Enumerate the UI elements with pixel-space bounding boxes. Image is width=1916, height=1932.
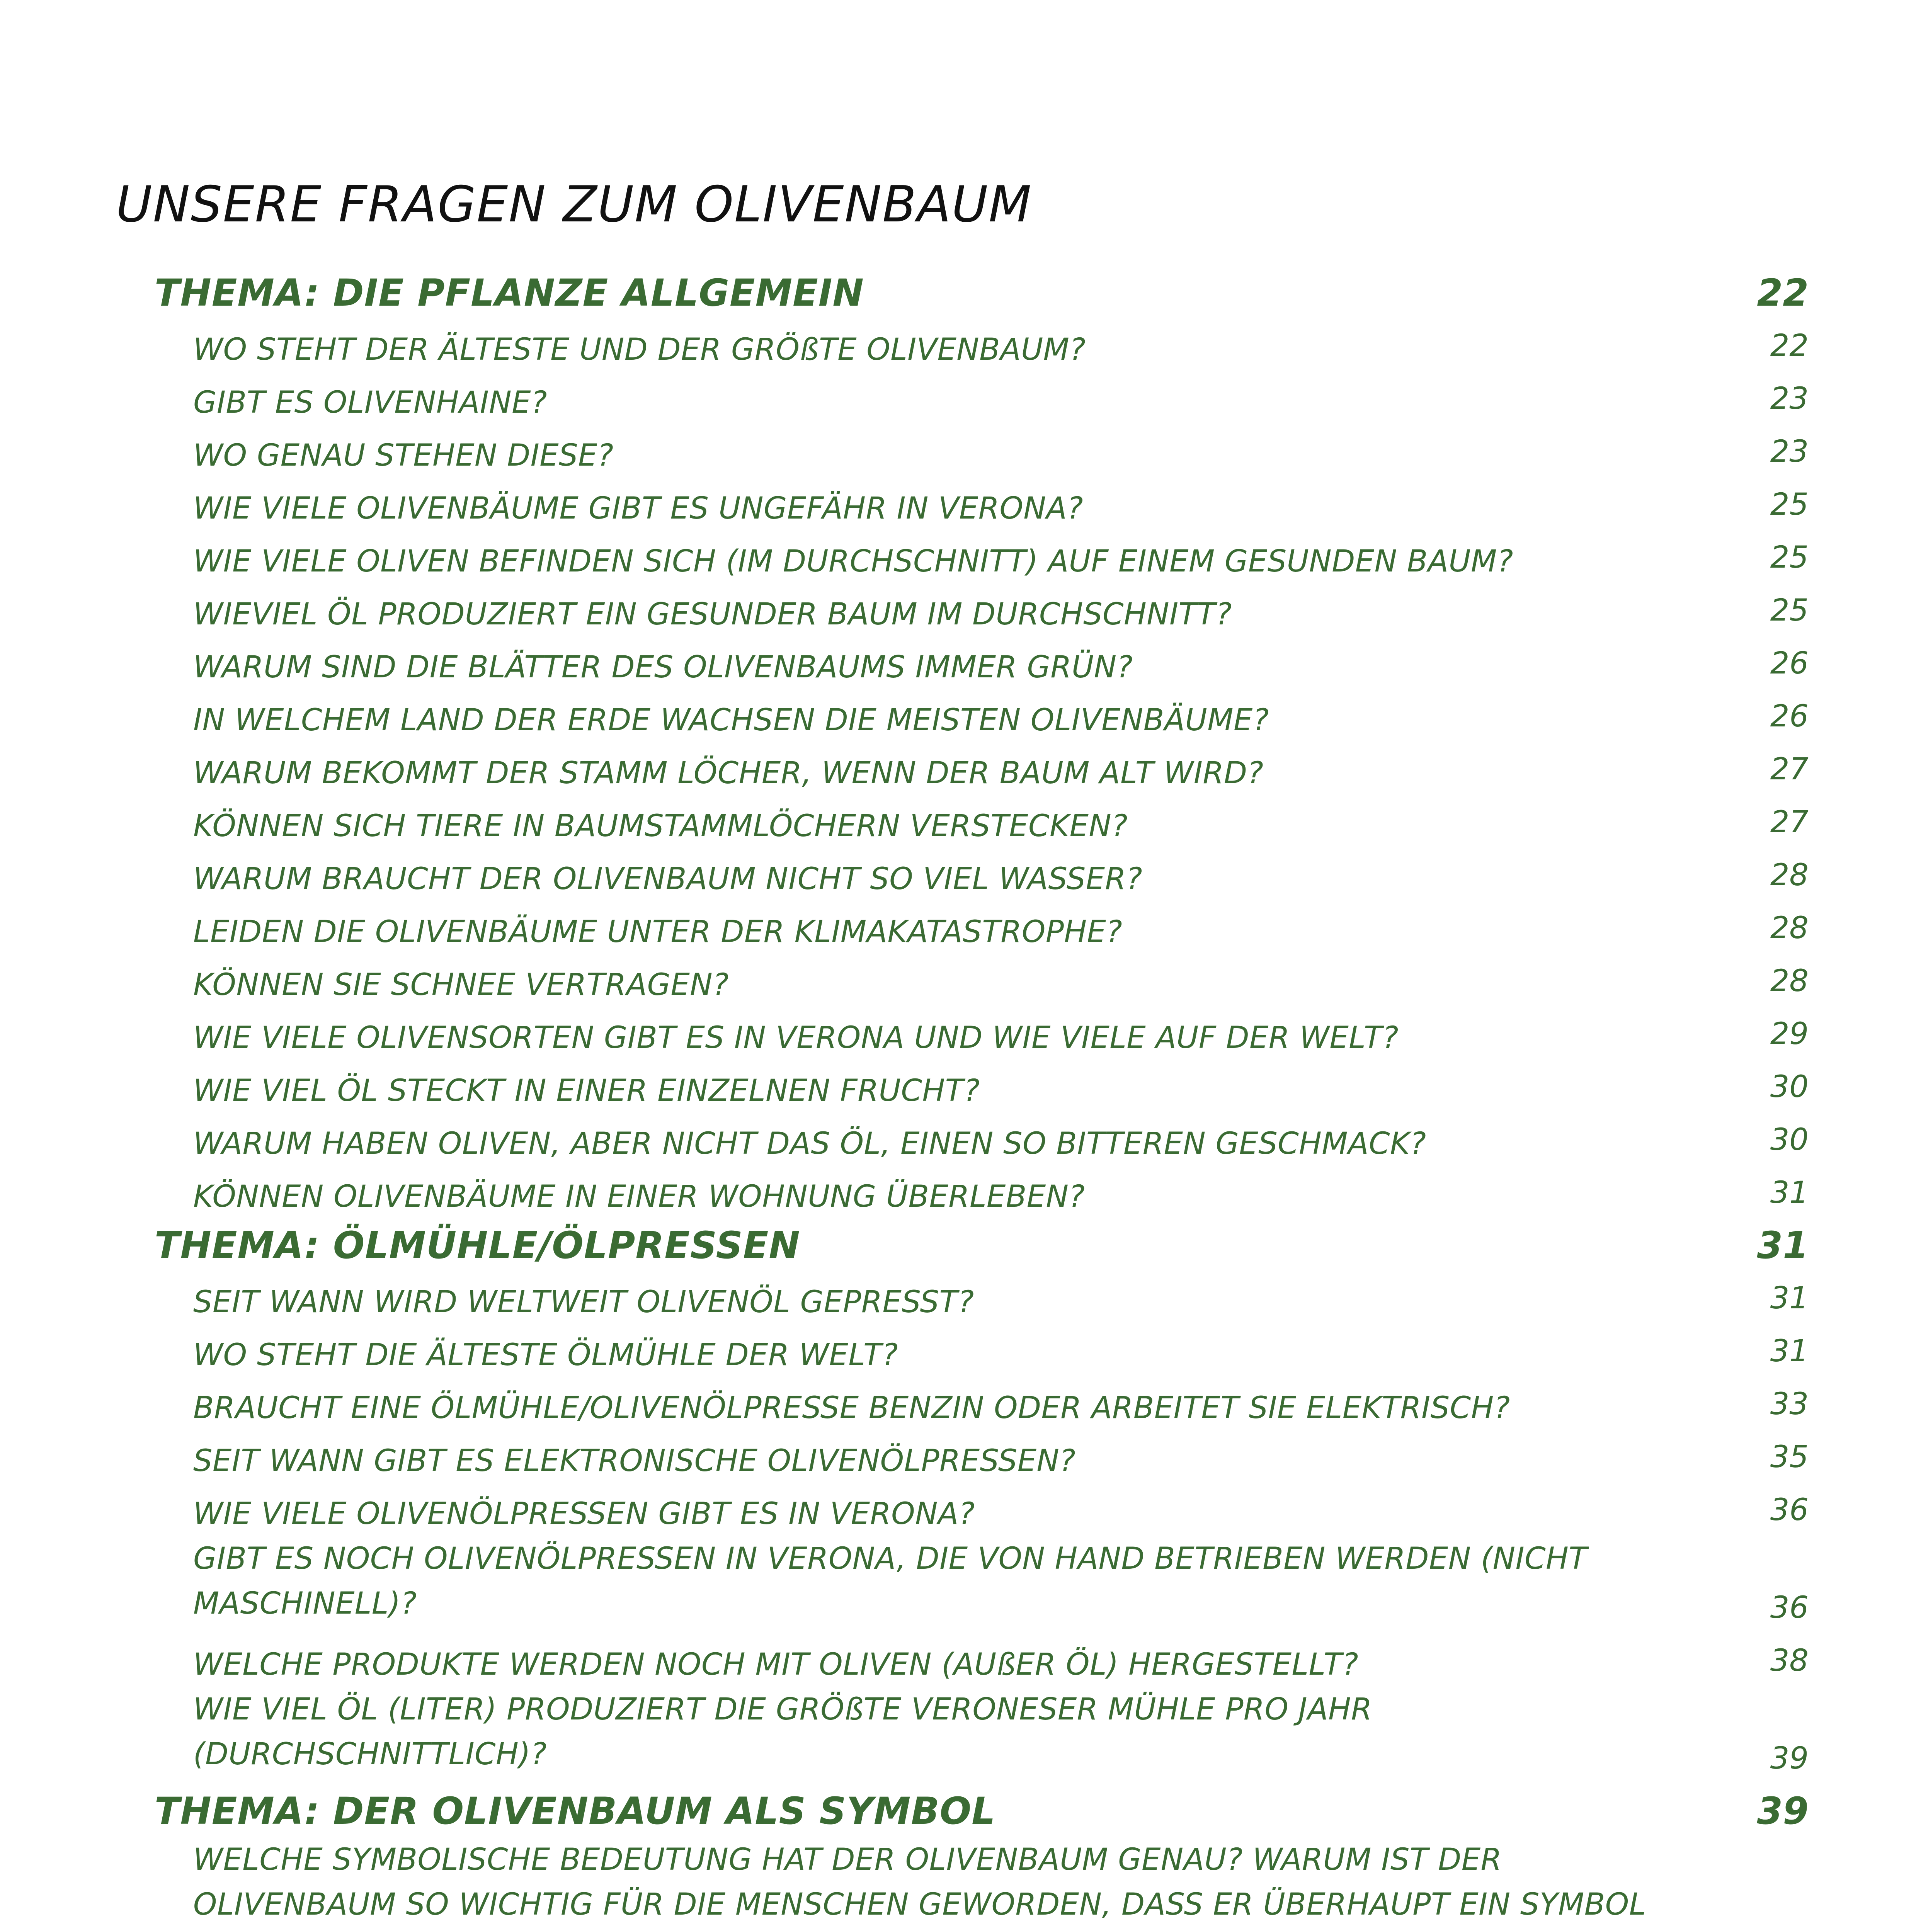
toc-entry [193, 1837, 1809, 1932]
toc-entry-label: WIE VIEL ÖL STECKT IN EINER EINZELNEN FRUCHT? [193, 1073, 980, 1108]
toc-page-number: 28 [1770, 964, 1809, 998]
toc-topic-label: THEMA: DER OLIVENBAUM ALS SYMBOL [155, 1789, 996, 1833]
toc-page-number: 29 [1770, 1017, 1809, 1051]
toc-page-number: 22 [1757, 271, 1809, 315]
toc-page-number: 36 [1770, 1493, 1809, 1527]
page-title: UNSERE FRAGEN ZUM OLIVENBAUM [116, 176, 1032, 233]
toc-entry-label: WIE VIELE OLIVENBÄUME GIBT ES UNGEFÄHR IN VERONA? [193, 491, 1083, 526]
toc-entry [193, 1378, 1809, 1430]
toc-topic-label: THEMA: DIE PFLANZE ALLGEMEIN [155, 271, 864, 315]
toc-entry [193, 901, 1809, 954]
toc-entry-label: IN WELCHEM LAND DER ERDE WACHSEN DIE MEISTEN OLIVENBÄUME? [193, 703, 1269, 738]
toc-entry-label: WIE VIELE OLIVENSORTEN GIBT ES IN VERONA UND WIE VIELE AUF DER WELT? [193, 1020, 1399, 1055]
toc-entry-label: WARUM BRAUCHT DER OLIVENBAUM NICHT SO VIEL WASSER? [193, 862, 1143, 896]
toc-page-number: 28 [1770, 858, 1809, 893]
table-of-contents [155, 267, 1809, 1932]
toc-entry [193, 637, 1809, 690]
toc-topic-heading [155, 1219, 1809, 1272]
toc-entry [193, 478, 1809, 531]
toc-entry-label: WIEVIEL ÖL PRODUZIERT EIN GESUNDER BAUM IM DURCHSCHNITT? [193, 597, 1232, 632]
toc-entry-label: LEIDEN DIE OLIVENBÄUME UNTER DER KLIMAKATASTROPHE? [193, 915, 1123, 949]
toc-entry [193, 584, 1809, 637]
toc-entry [193, 425, 1809, 478]
toc-entry [193, 743, 1809, 796]
toc-entry [193, 372, 1809, 425]
toc-entry-label: GIBT ES NOCH OLIVENÖLPRESSEN IN VERONA, DIE VON HAND BETRIEBEN WERDEN (NICHT MASCHINELL)? [193, 1541, 1588, 1621]
toc-entry [193, 319, 1809, 372]
toc-entry-label: KÖNNEN SIE SCHNEE VERTRAGEN? [193, 968, 729, 1002]
toc-entry-label: BRAUCHT EINE ÖLMÜHLE/OLIVENÖLPRESSE BENZIN ODER ARBEITET SIE ELEKTRISCH? [193, 1391, 1510, 1425]
toc-entry-label: WIE VIELE OLIVENÖLPRESSEN GIBT ES IN VERONA? [193, 1497, 975, 1531]
toc-entry-label: SEIT WANN GIBT ES ELEKTRONISCHE OLIVENÖLPRESSEN? [193, 1444, 1076, 1478]
toc-page-number: 23 [1770, 381, 1809, 416]
toc-entry-label: KÖNNEN OLIVENBÄUME IN EINER WOHNUNG ÜBERLEBEN? [193, 1179, 1085, 1214]
toc-entry-label: SEIT WANN WIRD WELTWEIT OLIVENÖL GEPRESST? [193, 1285, 974, 1320]
toc-page-number: 36 [1770, 1590, 1809, 1625]
toc-topic-label: THEMA: ÖLMÜHLE/ÖLPRESSEN [155, 1224, 800, 1267]
toc-entry-label: KÖNNEN SICH TIERE IN BAUMSTAMMLÖCHERN VERSTECKEN? [193, 809, 1128, 844]
toc-entry [193, 1113, 1809, 1166]
toc-entry [193, 1166, 1809, 1219]
toc-entry-label: WARUM BEKOMMT DER STAMM LÖCHER, WENN DER BAUM ALT WIRD? [193, 756, 1264, 791]
toc-page-number: 25 [1770, 593, 1809, 628]
toc-entry [193, 690, 1809, 743]
toc-entry-label: WARUM HABEN OLIVEN, ABER NICHT DAS ÖL, EINEN SO BITTEREN GESCHMACK? [193, 1126, 1426, 1161]
toc-entry [193, 1687, 1809, 1785]
toc-entry-label: GIBT ES OLIVENHAINE? [193, 385, 547, 420]
toc-entry [193, 849, 1809, 901]
toc-entry [193, 1536, 1809, 1634]
toc-page-number: 28 [1770, 911, 1809, 946]
toc-entry [193, 1007, 1809, 1060]
toc-entry [193, 1430, 1809, 1483]
toc-page-number: 31 [1757, 1224, 1809, 1267]
toc-entry [193, 1272, 1809, 1325]
toc-page-number: 26 [1770, 646, 1809, 681]
toc-entry-label: WELCHE SYMBOLISCHE BEDEUTUNG HAT DER OLIVENBAUM GENAU? WARUM IST DER OLIVENBAUM SO WICHTIG FÜR DIE MENSCHEN GEWORDEN, DASS ER ÜBERHAUPT EIN SYMBOL [193, 1842, 1646, 1922]
toc-page-number: 25 [1770, 540, 1809, 575]
toc-topic-heading [155, 1785, 1809, 1837]
toc-page-number: 35 [1770, 1440, 1809, 1475]
toc-page-number: 31 [1770, 1334, 1809, 1369]
toc-entry-label: WIE VIELE OLIVEN BEFINDEN SICH (IM DURCHSCHNITT) AUF EINEM GESUNDEN BAUM? [193, 544, 1513, 579]
toc-page-number: 23 [1770, 434, 1809, 469]
toc-entry [193, 954, 1809, 1007]
toc-entry [193, 1060, 1809, 1113]
toc-page-number: 27 [1770, 752, 1809, 787]
toc-entry-label: WO STEHT DIE ÄLTESTE ÖLMÜHLE DER WELT? [193, 1338, 898, 1372]
toc-page-number: 39 [1757, 1789, 1809, 1833]
toc-page-number: 25 [1770, 487, 1809, 522]
toc-entry [193, 1634, 1809, 1687]
toc-entry-label: WO GENAU STEHEN DIESE? [193, 438, 614, 473]
toc-page-number: 30 [1770, 1122, 1809, 1157]
toc-page-number: 26 [1770, 699, 1809, 734]
toc-entry-label: WO STEHT DER ÄLTESTE UND DER GRÖßTE OLIVENBAUM? [193, 332, 1086, 367]
toc-entry [193, 531, 1809, 584]
toc-entry [193, 1325, 1809, 1378]
toc-page-number: 38 [1770, 1643, 1809, 1678]
toc-page-number: 31 [1770, 1175, 1809, 1210]
toc-entry-label: WELCHE PRODUKTE WERDEN NOCH MIT OLIVEN (AUßER ÖL) HERGESTELLT? [193, 1647, 1359, 1682]
toc-page-number: 31 [1770, 1281, 1809, 1316]
toc-page-number: 33 [1770, 1387, 1809, 1422]
toc-entry [193, 796, 1809, 849]
toc-page-number: 22 [1770, 328, 1809, 363]
toc-topic-heading [155, 267, 1809, 319]
toc-page-number: 27 [1770, 805, 1809, 840]
toc-page-number: 39 [1770, 1741, 1809, 1776]
toc-entry-label: WIE VIEL ÖL (LITER) PRODUZIERT DIE GRÖßTE VERONESER MÜHLE PRO JAHR (DURCHSCHNITTLICH)? [193, 1692, 1373, 1772]
toc-page-number: 30 [1770, 1070, 1809, 1104]
toc-entry [193, 1483, 1809, 1536]
toc-entry-label: WARUM SIND DIE BLÄTTER DES OLIVENBAUMS IMMER GRÜN? [193, 650, 1133, 685]
